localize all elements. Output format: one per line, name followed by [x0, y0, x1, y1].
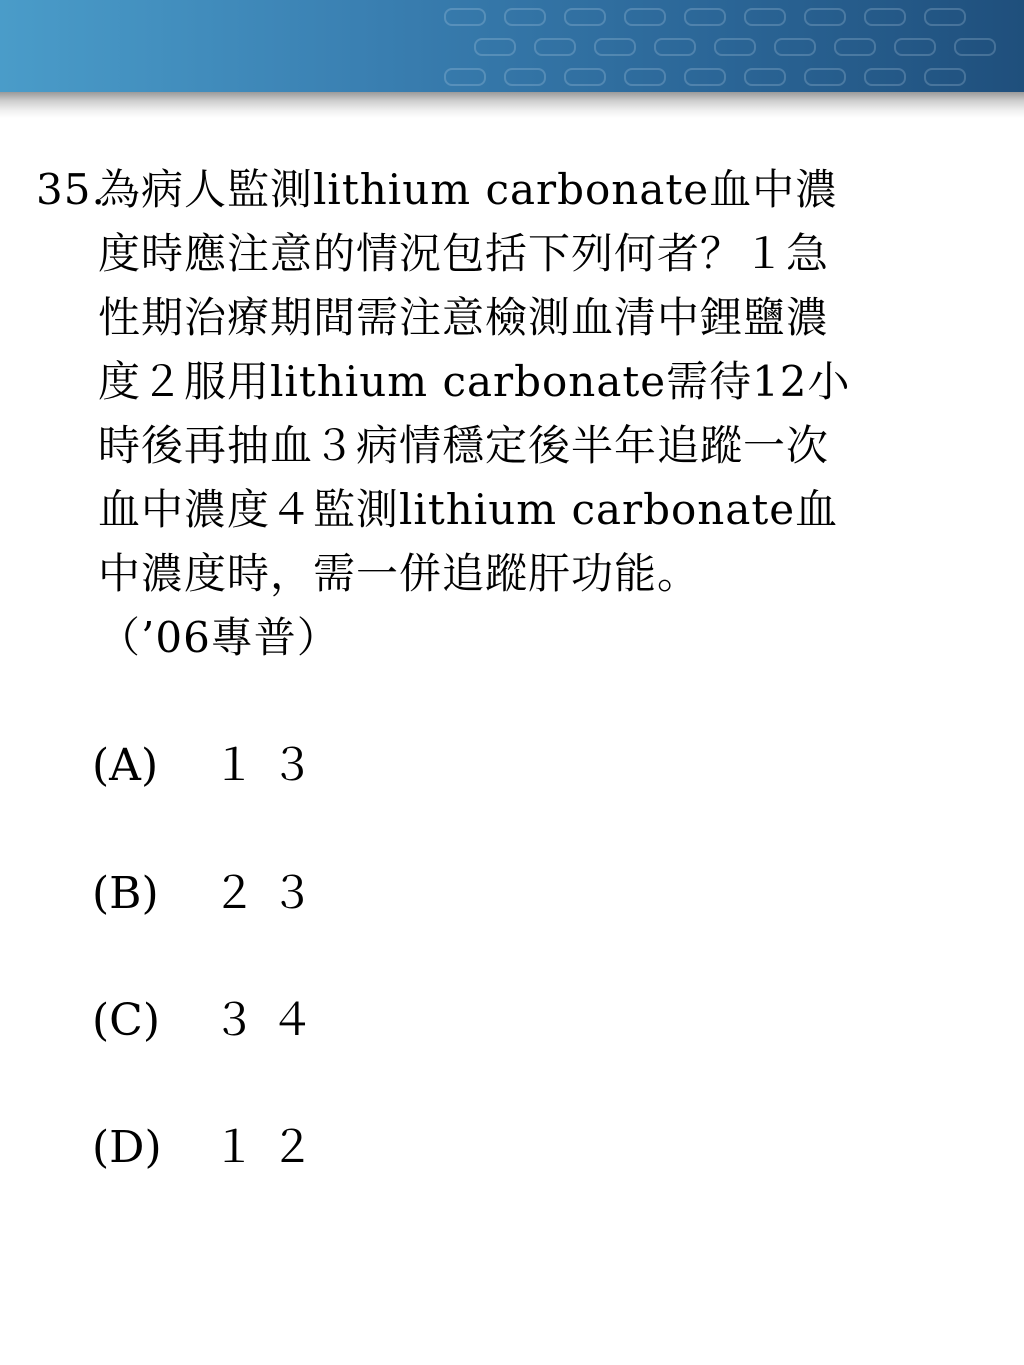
option-a[interactable]	[92, 734, 328, 798]
header-shadow	[0, 92, 1024, 118]
option-label: (A)	[92, 740, 159, 791]
option-label: (C)	[92, 995, 160, 1046]
header-banner	[0, 0, 1024, 92]
option-label: (D)	[92, 1122, 162, 1173]
option-value: ３４	[212, 995, 328, 1046]
question-line: 為病人監測lithium carbonate血中濃	[98, 165, 839, 214]
question-number: 35.	[36, 165, 106, 214]
question-line: 時後再抽血３病情穩定後半年追蹤一次	[98, 421, 830, 470]
option-value: １３	[212, 740, 328, 791]
option-value: １２	[212, 1122, 328, 1173]
option-d[interactable]	[92, 1116, 328, 1180]
question-line: 中濃度時，需一併追蹤肝功能。	[98, 549, 701, 598]
option-b[interactable]	[92, 862, 328, 926]
question-source: （’06專普）	[98, 613, 340, 662]
question-line: 度２服用lithium carbonate需待12小	[98, 357, 851, 406]
header-decoration	[404, 0, 1024, 92]
question-line: 度時應注意的情況包括下列何者？１急	[98, 229, 830, 278]
option-label: (B)	[92, 868, 159, 919]
option-value: ２３	[212, 868, 328, 919]
question-line: 血中濃度４監測lithium carbonate血	[98, 485, 839, 534]
question-line: 性期治療期間需注意檢測血清中鋰鹽濃	[98, 293, 830, 342]
option-c[interactable]	[92, 989, 328, 1053]
